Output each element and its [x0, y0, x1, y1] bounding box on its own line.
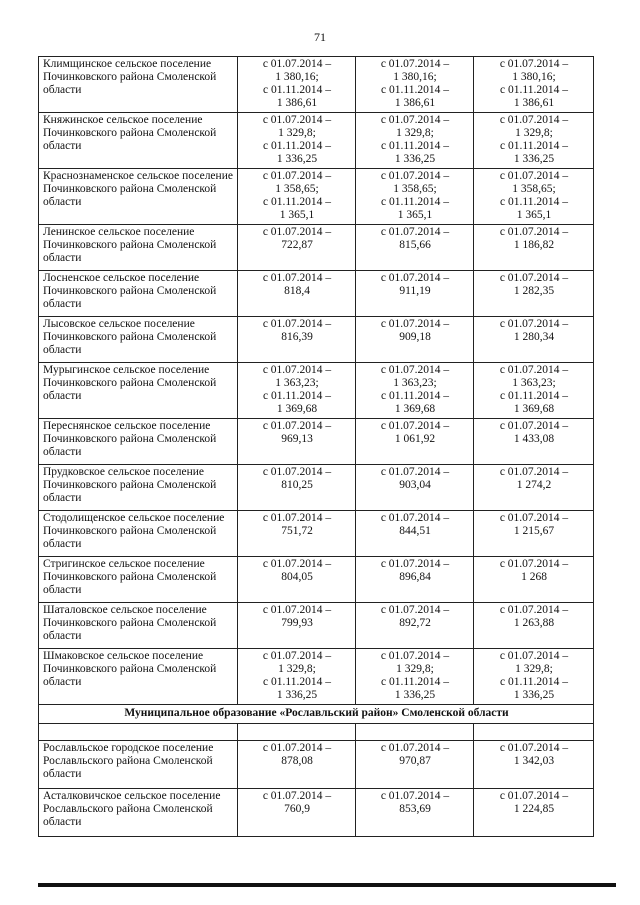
- tariff-line: с 01.07.2014 –: [380, 114, 450, 126]
- tariff-line: с 01.07.2014 –: [380, 58, 450, 70]
- tariff-cell: [238, 465, 356, 511]
- tariff-line: 903,04: [399, 479, 431, 491]
- tariff-line: с 01.07.2014 –: [499, 650, 569, 662]
- tariff-line: с 01.11.2014 –: [500, 390, 568, 402]
- tariff-line: с 01.11.2014 –: [381, 676, 449, 688]
- tariff-cell: [238, 113, 356, 169]
- tariff-line: 1 336,25: [513, 689, 555, 701]
- tariff-cell: [474, 741, 594, 789]
- settlement-name: Краснознаменское сельское поселение Починковского района Смоленской области: [39, 169, 238, 225]
- tariff-line: 892,72: [399, 617, 431, 629]
- tariff-line: с 01.07.2014 –: [380, 650, 450, 662]
- tariff-line: с 01.07.2014 –: [262, 318, 332, 330]
- tariff-line: с 01.07.2014 –: [262, 790, 332, 802]
- tariff-line: 1 358,65;: [393, 183, 437, 195]
- settlement-name: Ленинское сельское поселение Починковского района Смоленской области: [39, 225, 238, 271]
- tariff-cell: [474, 465, 594, 511]
- tariff-line: с 01.07.2014 –: [499, 272, 569, 284]
- tariff-cell: [356, 271, 474, 317]
- tariff-line: с 01.11.2014 –: [263, 140, 331, 152]
- tariff-line: 1 369,68: [276, 403, 318, 415]
- tariff-line: с 01.07.2014 –: [499, 318, 569, 330]
- tariff-line: 1 329,8;: [515, 663, 553, 675]
- tariff-line: с 01.07.2014 –: [499, 58, 569, 70]
- tariff-line: с 01.11.2014 –: [381, 196, 449, 208]
- tariff-line: 1 365,1: [397, 209, 433, 221]
- tariff-line: 1 329,8;: [278, 663, 316, 675]
- tariff-line: 1 380,16;: [393, 71, 437, 83]
- table-row: [39, 271, 594, 317]
- tariff-line: 804,05: [281, 571, 313, 583]
- table-row: [39, 419, 594, 465]
- table-row: [39, 363, 594, 419]
- tariff-line: 1 363,23;: [512, 377, 556, 389]
- settlement-name: Лысовское сельское поселение Починковского района Смоленской области: [39, 317, 238, 363]
- tariff-cell: [238, 511, 356, 557]
- tariff-line: 1 280,34: [513, 331, 555, 343]
- tariff-line: с 01.07.2014 –: [380, 742, 450, 754]
- tariff-line: 1 358,65;: [275, 183, 319, 195]
- tariff-line: 1 386,61: [276, 97, 318, 109]
- tariff-line: с 01.11.2014 –: [263, 390, 331, 402]
- tariff-cell: [474, 511, 594, 557]
- tariff-line: 1 329,8;: [396, 127, 434, 139]
- tariff-cell: [238, 557, 356, 603]
- bottom-rule: [38, 883, 616, 887]
- settlement-name: Прудковское сельское поселение Починковского района Смоленской области: [39, 465, 238, 511]
- tariff-line: с 01.07.2014 –: [380, 226, 450, 238]
- tariff-line: с 01.07.2014 –: [380, 790, 450, 802]
- tariff-line: с 01.07.2014 –: [262, 604, 332, 616]
- table-row: [39, 317, 594, 363]
- tariff-line: 1 336,25: [276, 153, 318, 165]
- tariff-line: с 01.11.2014 –: [500, 196, 568, 208]
- settlement-name: Шаталовское сельское поселение Починковского района Смоленской области: [39, 603, 238, 649]
- tariff-cell: [474, 271, 594, 317]
- tariff-line: 911,19: [399, 285, 431, 297]
- tariff-cell: [474, 557, 594, 603]
- tariff-line: с 01.07.2014 –: [380, 364, 450, 376]
- tariff-line: с 01.11.2014 –: [500, 84, 568, 96]
- tariff-cell: [356, 225, 474, 271]
- tariff-cell: [474, 169, 594, 225]
- tariff-cell: [356, 363, 474, 419]
- tariff-line: с 01.07.2014 –: [380, 558, 450, 570]
- page-number: 71: [314, 30, 326, 44]
- tariff-cell: [356, 113, 474, 169]
- tariff-cell: [356, 465, 474, 511]
- tariff-cell: [356, 741, 474, 789]
- table-row: [39, 741, 594, 789]
- tariff-line: с 01.07.2014 –: [262, 558, 332, 570]
- tariff-cell: [238, 169, 356, 225]
- table-row: [39, 465, 594, 511]
- tariff-line: 1 336,25: [276, 689, 318, 701]
- tariff-line: с 01.07.2014 –: [380, 466, 450, 478]
- tariff-line: с 01.07.2014 –: [380, 170, 450, 182]
- tariff-line: 909,18: [399, 331, 431, 343]
- tariff-line: 1 386,61: [513, 97, 555, 109]
- tariff-line: 1 365,1: [516, 209, 552, 221]
- settlement-name: Стодолищенское сельское поселение Починковского района Смоленской области: [39, 511, 238, 557]
- tariff-line: с 01.07.2014 –: [262, 364, 332, 376]
- tariff-line: с 01.07.2014 –: [499, 604, 569, 616]
- tariff-line: с 01.07.2014 –: [499, 512, 569, 524]
- tariff-line: с 01.07.2014 –: [499, 364, 569, 376]
- settlement-name: Рославльское городское поселение Рославльского района Смоленской области: [39, 741, 238, 789]
- tariff-line: 1 336,25: [513, 153, 555, 165]
- table-row: [39, 511, 594, 557]
- tariff-line: 970,87: [399, 755, 431, 767]
- table-row: [39, 113, 594, 169]
- tariff-line: 815,66: [399, 239, 431, 251]
- tariff-line: 1 329,8;: [396, 663, 434, 675]
- tariff-cell: [474, 419, 594, 465]
- tariff-cell: [238, 789, 356, 837]
- settlement-name: Лосненское сельское поселение Починковского района Смоленской области: [39, 271, 238, 317]
- tariff-line: с 01.11.2014 –: [263, 676, 331, 688]
- tariff-cell: [356, 511, 474, 557]
- tariff-line: с 01.07.2014 –: [499, 114, 569, 126]
- tariff-cell: [356, 317, 474, 363]
- tariff-cell: [474, 363, 594, 419]
- table-row: [39, 557, 594, 603]
- settlement-name: Шмаковское сельское поселение Починковского района Смоленской области: [39, 649, 238, 705]
- tariff-cell: [356, 419, 474, 465]
- tariff-line: с 01.11.2014 –: [381, 84, 449, 96]
- tariff-line: 1 386,61: [394, 97, 436, 109]
- tariff-line: 1 363,23;: [275, 377, 319, 389]
- tariff-cell: [474, 649, 594, 705]
- tariff-line: 816,39: [281, 331, 313, 343]
- tariff-cell: [474, 317, 594, 363]
- tariff-line: с 01.07.2014 –: [499, 170, 569, 182]
- tariff-line: с 01.07.2014 –: [262, 114, 332, 126]
- tariff-line: с 01.07.2014 –: [262, 512, 332, 524]
- tariff-line: 1 369,68: [513, 403, 555, 415]
- settlement-name: Климщинское сельское поселение Починковского района Смоленской области: [39, 57, 238, 113]
- tariff-line: с 01.07.2014 –: [380, 420, 450, 432]
- table-row: [39, 57, 594, 113]
- tariff-cell: [238, 649, 356, 705]
- tariff-line: с 01.11.2014 –: [381, 390, 449, 402]
- tariff-line: 1 365,1: [279, 209, 315, 221]
- tariff-line: 1 380,16;: [275, 71, 319, 83]
- blank-row: [39, 724, 594, 741]
- tariff-line: 1 282,35: [513, 285, 555, 297]
- section-title: Муниципальное образование «Рославльский район» Смоленской области: [39, 705, 594, 724]
- tariff-line: 1 336,25: [394, 153, 436, 165]
- tariff-line: 799,93: [281, 617, 313, 629]
- tariff-cell: [474, 603, 594, 649]
- tariff-line: 1 215,67: [513, 525, 555, 537]
- tariff-line: 1 433,08: [513, 433, 555, 445]
- tariff-line: с 01.11.2014 –: [263, 196, 331, 208]
- tariff-line: с 01.07.2014 –: [262, 272, 332, 284]
- tariff-line: с 01.07.2014 –: [499, 742, 569, 754]
- tariff-line: 1 186,82: [513, 239, 555, 251]
- tariff-line: 722,87: [281, 239, 313, 251]
- tariff-line: 1 342,03: [513, 755, 555, 767]
- tariff-line: 844,51: [399, 525, 431, 537]
- tariff-line: 1 268: [521, 571, 547, 583]
- tariff-line: 1 263,88: [513, 617, 555, 629]
- tariff-line: с 01.07.2014 –: [262, 420, 332, 432]
- tariff-cell: [356, 169, 474, 225]
- tariff-line: с 01.07.2014 –: [499, 790, 569, 802]
- section-header-row: [39, 705, 594, 724]
- tariff-cell: [356, 603, 474, 649]
- table-row: [39, 649, 594, 705]
- tariff-cell: [474, 57, 594, 113]
- tariff-line: 1 380,16;: [512, 71, 556, 83]
- tariff-cell: [238, 419, 356, 465]
- tariff-line: с 01.11.2014 –: [500, 676, 568, 688]
- tariff-line: 1 369,68: [394, 403, 436, 415]
- tariff-cell: [238, 363, 356, 419]
- tariff-line: 751,72: [281, 525, 313, 537]
- tariff-line: 1 224,85: [513, 803, 555, 815]
- tariff-line: 1 336,25: [394, 689, 436, 701]
- tariff-cell: [474, 789, 594, 837]
- tariff-line: с 01.07.2014 –: [380, 272, 450, 284]
- tariff-cell: [238, 603, 356, 649]
- tariff-line: 810,25: [281, 479, 313, 491]
- tariff-line: с 01.07.2014 –: [262, 170, 332, 182]
- tariff-cell: [238, 317, 356, 363]
- table-row: [39, 169, 594, 225]
- tariff-cell: [238, 741, 356, 789]
- tariff-line: 818,4: [284, 285, 310, 297]
- tariff-line: 1 061,92: [394, 433, 436, 445]
- tariff-line: с 01.07.2014 –: [262, 58, 332, 70]
- tariff-line: 1 358,65;: [512, 183, 556, 195]
- tariff-cell: [238, 57, 356, 113]
- settlement-name: Княжинское сельское поселение Починковского района Смоленской области: [39, 113, 238, 169]
- tariff-cell: [356, 57, 474, 113]
- tariff-line: с 01.07.2014 –: [499, 226, 569, 238]
- tariff-line: 969,13: [281, 433, 313, 445]
- tariff-line: 878,08: [281, 755, 313, 767]
- tariff-line: 1 363,23;: [393, 377, 437, 389]
- tariff-line: с 01.07.2014 –: [499, 558, 569, 570]
- tariff-line: 1 274,2: [516, 479, 552, 491]
- table-row: [39, 789, 594, 837]
- tariff-cell: [238, 271, 356, 317]
- table-row: [39, 603, 594, 649]
- tariff-line: с 01.07.2014 –: [499, 420, 569, 432]
- tariff-cell: [474, 113, 594, 169]
- table-row: [39, 225, 594, 271]
- tariff-cell: [356, 557, 474, 603]
- tariff-line: с 01.07.2014 –: [262, 226, 332, 238]
- tariff-cell: [474, 225, 594, 271]
- tariff-table: [38, 56, 594, 837]
- tariff-cell: [238, 225, 356, 271]
- settlement-name: Мурыгинское сельское поселение Починковского района Смоленской области: [39, 363, 238, 419]
- tariff-line: с 01.07.2014 –: [380, 604, 450, 616]
- tariff-line: с 01.07.2014 –: [380, 318, 450, 330]
- tariff-line: с 01.11.2014 –: [381, 140, 449, 152]
- tariff-line: 760,9: [284, 803, 310, 815]
- settlement-name: Переснянское сельское поселение Починковского района Смоленской области: [39, 419, 238, 465]
- tariff-line: с 01.11.2014 –: [500, 140, 568, 152]
- tariff-cell: [356, 649, 474, 705]
- tariff-cell: [356, 789, 474, 837]
- settlement-name: Асталковичское сельское поселение Рославльского района Смоленской области: [39, 789, 238, 837]
- tariff-line: 896,84: [399, 571, 431, 583]
- tariff-line: с 01.11.2014 –: [263, 84, 331, 96]
- settlement-name: Стригинское сельское поселение Починковского района Смоленской области: [39, 557, 238, 603]
- tariff-line: 1 329,8;: [515, 127, 553, 139]
- tariff-line: с 01.07.2014 –: [262, 650, 332, 662]
- tariff-line: с 01.07.2014 –: [262, 466, 332, 478]
- tariff-line: 1 329,8;: [278, 127, 316, 139]
- tariff-line: с 01.07.2014 –: [499, 466, 569, 478]
- tariff-line: с 01.07.2014 –: [380, 512, 450, 524]
- tariff-line: с 01.07.2014 –: [262, 742, 332, 754]
- tariff-line: 853,69: [399, 803, 431, 815]
